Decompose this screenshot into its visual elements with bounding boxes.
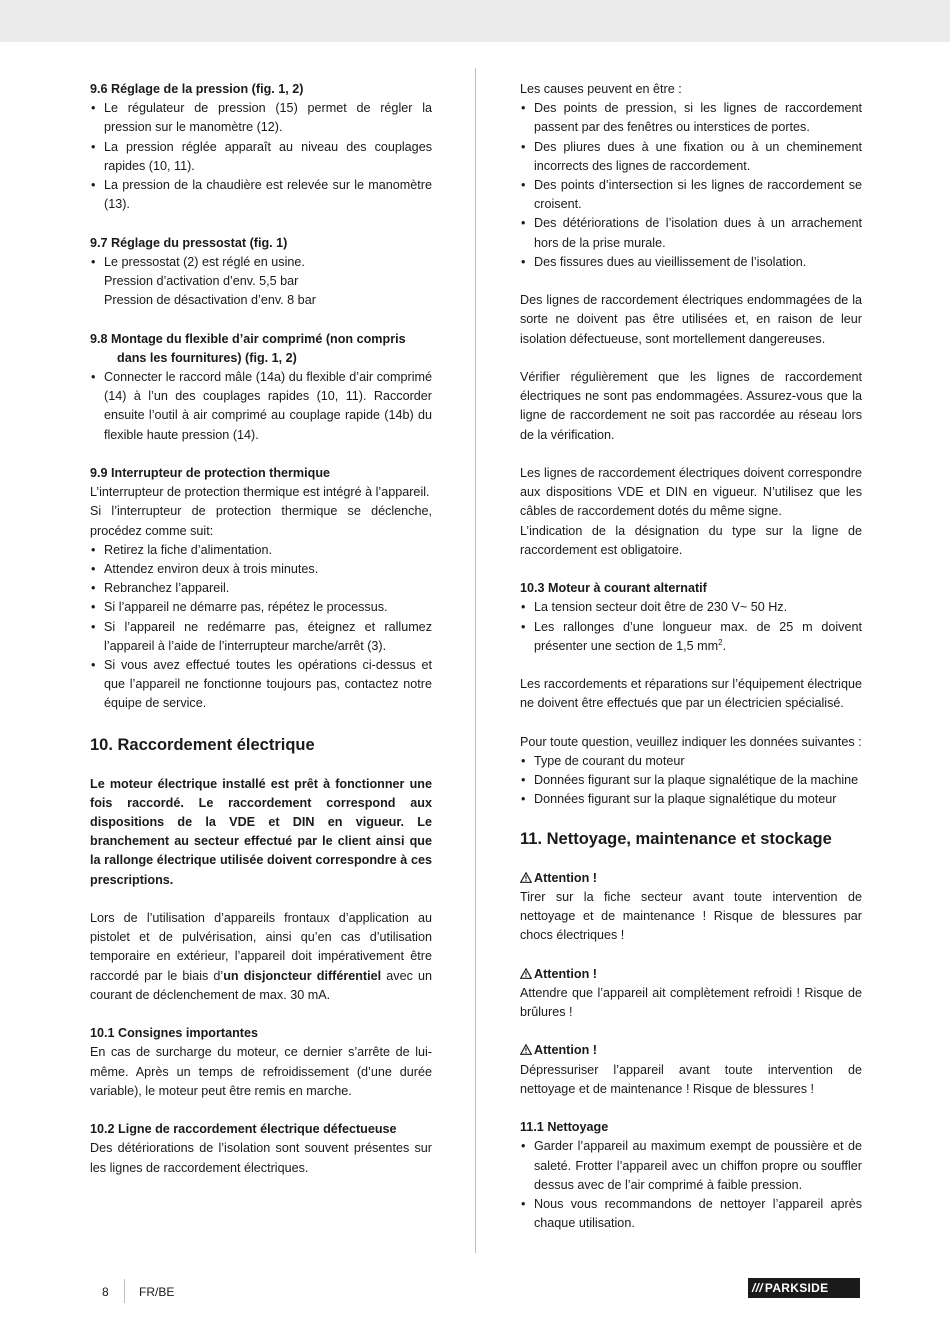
paragraph: L’indication de la désignation du type sur la ligne de raccordement est obligatoire. (520, 523, 862, 557)
section-11-1-title: 11.1 Nettoyage (520, 1120, 609, 1135)
list-item: • Retirez la fiche d’alimentation. (90, 541, 432, 560)
list-item: • Garder l’appareil au maximum exempt de poussière et de saleté. Frotter l’appareil avec un chiffon propre ou souffler dessus avec de l’air comprimé à faible pression. (520, 1137, 862, 1195)
list-item: • Connecter le raccord mâle (14a) du flexible d’air comprimé (14) à l’un des couplages rapides (10, 11). Raccorder ensuite l’outil à air comprimé au couplage rapide (14b) du flexible haute pression (14). (90, 368, 432, 445)
list-item: • La tension secteur doit être de 230 V~ 50 Hz. (520, 598, 862, 617)
paragraph: Pour toute question, veuillez indiquer les données suivantes : (520, 734, 862, 749)
data-list (520, 752, 862, 810)
warning-heading (520, 869, 862, 888)
paragraph: Des lignes de raccordement électriques endommagées de la sorte ne doivent pas être utilisées et, en raison de leur isolation défectueuse, sont mortellement dangereuses. (520, 293, 862, 346)
warning-triangle-icon (520, 965, 534, 984)
logo-slashes: /// (752, 1281, 763, 1295)
paragraph: En cas de surcharge du moteur, ce dernier s’arrête de lui-même. Après un temps de refroidissement (d’une durée variable), le moteur peut être remis en marche. (90, 1045, 432, 1098)
list-item: • Des fissures dues au vieillissement de l’isolation. (520, 253, 862, 272)
warning-triangle-icon (520, 869, 534, 888)
section-9-6-list (90, 99, 432, 214)
section-10-paragraph (90, 909, 432, 1005)
section-9-6-title: 9.6 Réglage de la pression (fig. 1, 2) (90, 82, 304, 96)
list-item: • Des points d’intersection si les lignes de raccordement se croisent. (520, 176, 862, 214)
warning-heading (520, 1041, 862, 1060)
section-11-1-list (520, 1137, 862, 1233)
warning-text: Dépressuriser l’appareil avant toute intervention de nettoyage et de maintenance ! Risque de blessures ! (520, 1062, 862, 1096)
section-10-bold-paragraph: Le moteur électrique installé est prêt à fonctionner une fois raccordé. Le raccordement correspond aux dispositions de la VDE et DIN en vigueur. Le branchement au secteur effectué par le client ainsi que la rallonge électrique utilisée doivent correspondre à ces prescriptions. (90, 776, 432, 887)
text-part: Les rallonges d’une longueur max. de 25 m doivent présenter une section de 1,5 mm (534, 619, 862, 653)
deactivation-pressure: Pression de désactivation d’env. 8 bar (104, 293, 316, 308)
section-9-9-title: 9.9 Interrupteur de protection thermique (90, 466, 331, 481)
text-part: . (722, 638, 727, 653)
section-10-3-list (520, 598, 862, 656)
warning-label: Attention ! (534, 1043, 597, 1058)
warning-label: Attention ! (534, 966, 597, 981)
section-9-9-list (90, 541, 432, 714)
page-number: 8 (102, 1285, 109, 1299)
activation-pressure: Pression d’activation d’env. 5,5 bar (104, 274, 299, 289)
list-item: • Données figurant sur la plaque signalétique du moteur (520, 790, 862, 809)
list-item: • Le régulateur de pression (15) permet de régler la pression sur le manomètre (12). (90, 99, 432, 137)
list-item: • Données figurant sur la plaque signalétique de la machine (520, 771, 862, 790)
section-11-title: 11. Nettoyage, maintenance et stockage (520, 829, 832, 848)
list-item: • Le pressostat (2) est réglé en usine. (90, 253, 432, 272)
section-10-1-title: 10.1 Consignes importantes (90, 1026, 258, 1041)
superscript: 2 (718, 637, 723, 647)
list-item: • Des détériorations de l’isolation dues à un arrachement hors de la prise murale. (520, 214, 862, 252)
paragraph: L’interrupteur de protection thermique est intégré à l’appareil. (90, 485, 430, 500)
paragraph: Vérifier régulièrement que les lignes de raccordement électriques ne sont pas endommagées. Assurez-vous que la ligne de raccordement ne soit pas raccordée au réseau lors de la vérification. (520, 370, 862, 442)
paragraph: Les raccordements et réparations sur l’équipement électrique ne doivent être effectués que par un électricien spécialisé. (520, 677, 862, 711)
left-column (90, 80, 432, 1178)
language-code: FR/BE (139, 1285, 175, 1299)
text-part: avec un courant de déclenchement de max. 30 mA. (90, 968, 433, 1002)
logo-name: PARKSIDE (764, 1281, 829, 1295)
section-9-8-list (90, 368, 432, 445)
warning-text: Tirer sur la fiche secteur avant toute intervention de nettoyage et de maintenance ! Risque de blessures par chocs électriques ! (520, 889, 862, 943)
causes-intro: Les causes peuvent en être : (520, 82, 682, 96)
list-item: • Des pliures dues à une fixation ou à un cheminement incorrects des lignes de raccordement. (520, 138, 862, 176)
list-item: • Des points de pression, si les lignes de raccordement passent par des fenêtres ou interstices de portes. (520, 99, 862, 137)
paragraph: Si l’interrupteur de protection thermique se déclenche, procédez comme suit: (90, 504, 432, 538)
text-part: Lors de l’utilisation d’appareils frontaux d’application au pistolet et de pulvérisation, ainsi qu’en cas d’utilisation temporaire en extérieur, l’appareil doit impérativement être raccordé par le biais d’ (90, 911, 432, 983)
section-10-3-title: 10.3 Moteur à courant alternatif (520, 581, 707, 596)
top-bar (0, 0, 950, 42)
causes-list (520, 99, 862, 272)
list-item: • Si l’appareil ne redémarre pas, éteignez et rallumez l’appareil à l’aide de l’interrupteur marche/arrêt (3). (90, 618, 432, 656)
section-10-title: 10. Raccordement électrique (90, 735, 315, 754)
paragraph: Des détériorations de l’isolation sont souvent présentes sur les lignes de raccordement électriques. (90, 1141, 432, 1175)
footer-divider (124, 1279, 125, 1303)
list-item: • Attendez environ deux à trois minutes. (90, 560, 432, 579)
section-9-7-list (90, 253, 432, 272)
warning-heading (520, 965, 862, 984)
warning-label: Attention ! (534, 870, 597, 885)
right-column (520, 80, 862, 1233)
rcd-emphasis: un disjoncteur différentiel (223, 968, 382, 983)
list-item: • La pression de la chaudière est relevée sur le manomètre (13). (90, 176, 432, 214)
list-item: • Type de courant du moteur (520, 752, 862, 771)
list-item: • Rebranchez l’appareil. (90, 579, 432, 598)
warning-text: Attendre que l’appareil ait complètement refroidi ! Risque de brûlures ! (520, 985, 862, 1020)
list-item: • Si l’appareil ne démarre pas, répétez le processus. (90, 598, 432, 617)
list-item: • La pression réglée apparaît au niveau des couplages rapides (10, 11). (90, 138, 432, 176)
paragraph: Les lignes de raccordement électriques doivent correspondre aux dispositions VDE et DIN en vigueur. N’utilisez que les câbles de raccordement dotés du même signe. (520, 466, 862, 519)
list-item: • Nous vous recommandons de nettoyer l’appareil après chaque utilisation. (520, 1195, 862, 1233)
warning-triangle-icon (520, 1041, 534, 1060)
parkside-logo (748, 1278, 860, 1298)
list-item (520, 618, 862, 656)
section-9-8-title: 9.8 Montage du flexible d’air comprimé (non compris dans les fournitures) (fig. 1, 2) (90, 331, 406, 365)
section-10-2-title: 10.2 Ligne de raccordement électrique défectueuse (90, 1122, 397, 1137)
section-9-7-title: 9.7 Réglage du pressostat (fig. 1) (90, 235, 288, 250)
list-item: • Si vous avez effectué toutes les opérations ci-dessus et que l’appareil ne fonctionne toujours pas, contactez notre équipe de service. (90, 656, 432, 714)
column-divider (475, 68, 476, 1253)
